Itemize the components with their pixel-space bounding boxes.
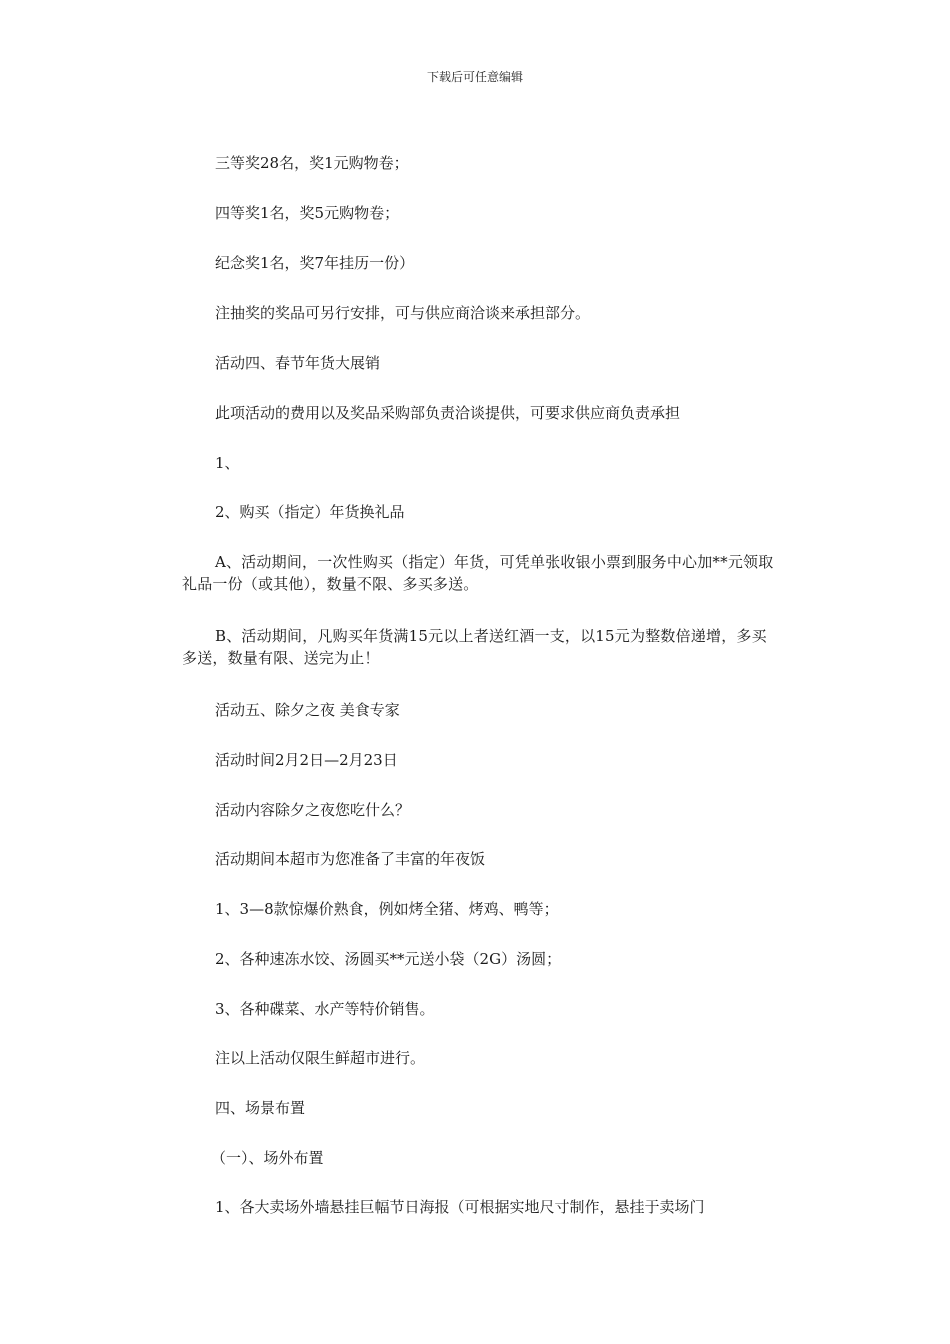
paragraph-activity-time: 活动时间2月2日—2月23日 <box>215 751 398 769</box>
list-item-frozen-dumplings: 2、各种速冻水饺、汤圆买**元送小袋（2G）汤圆； <box>215 950 562 968</box>
paragraph-activity-note: 注以上活动仅限生鲜超市进行。 <box>215 1049 426 1067</box>
paragraph-third-prize: 三等奖28名，奖1元购物卷； <box>215 154 409 172</box>
paragraph-souvenir-prize: 纪念奖1名，奖7年挂历一份） <box>215 254 415 272</box>
paragraph-new-year-dinner: 活动期间本超市为您准备了丰富的年夜饭 <box>215 850 486 868</box>
paragraph-prize-note: 注抽奖的奖品可另行安排，可与供应商洽谈来承担部分。 <box>215 304 591 322</box>
paragraph-fourth-prize: 四等奖1名，奖5元购物卷； <box>215 204 400 222</box>
page-header-watermark: 下载后可任意编辑 <box>426 70 523 84</box>
list-item-cooked-food: 1、3—8款惊爆价熟食，例如烤全猪、烤鸡、鸭等； <box>215 900 559 918</box>
paragraph-activity-four-cost: 此项活动的费用以及奖品采购部负责洽谈提供，可要求供应商负责承担 <box>215 404 681 422</box>
subheading-outdoor-layout: （一）、场外布置 <box>211 1149 324 1167</box>
list-item-2-gift-exchange: 2、购买（指定）年货换礼品 <box>215 503 405 521</box>
heading-activity-four: 活动四、春节年货大展销 <box>215 354 381 372</box>
list-item-1: 1、 <box>215 454 240 472</box>
paragraph-item-b: B、活动期间，凡购买年货满15元以上者送红酒一支，以15元为整数倍递增，多买多送，数量有限、送完为止！ <box>182 627 767 667</box>
list-item-dishes-seafood: 3、各种碟菜、水产等特价销售。 <box>215 1000 435 1018</box>
paragraph-outdoor-poster: 1、各大卖场外墙悬挂巨幅节日海报（可根据实地尺寸制作，悬挂于卖场门 <box>215 1198 705 1216</box>
paragraph-item-a: A、活动期间，一次性购买（指定）年货，可凭单张收银小票到服务中心加**元领取礼品一份（或其他），数量不限、多买多送。 <box>182 553 774 593</box>
heading-activity-five: 活动五、除夕之夜 美食专家 <box>215 701 400 719</box>
heading-scene-layout: 四、场景布置 <box>215 1099 306 1117</box>
paragraph-activity-content: 活动内容除夕之夜您吃什么？ <box>215 801 411 819</box>
